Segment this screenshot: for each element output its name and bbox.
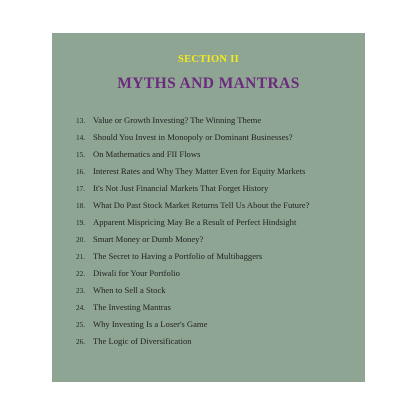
chapter-title: The Logic of Diversification: [93, 336, 192, 346]
toc-item: [76, 110, 309, 127]
chapter-title: Apparent Mispricing May Be a Result of Perfect Hindsight: [93, 217, 297, 227]
chapter-title: Smart Money or Dumb Money?: [93, 234, 204, 244]
chapter-title: When to Sell a Stock: [93, 285, 166, 295]
chapter-number: 25.: [76, 320, 86, 329]
section-label: SECTION II: [177, 54, 240, 65]
chapter-title: On Mathematics and FII Flows: [93, 149, 201, 159]
chapter-number: 15.: [76, 150, 86, 159]
chapter-number: 21.: [76, 252, 86, 261]
toc-item: [76, 263, 309, 280]
toc-item: [76, 331, 309, 348]
toc-item: [76, 297, 309, 314]
toc-item: [76, 161, 309, 178]
chapter-number: 17.: [76, 184, 86, 193]
toc-item: [76, 229, 309, 246]
chapter-number: 14.: [76, 133, 86, 142]
section-title: MYTHS AND MANTRAS: [117, 75, 300, 92]
chapter-title: What Do Past Stock Market Returns Tell Us About the Future?: [93, 200, 310, 210]
toc-item: [76, 314, 309, 331]
toc-item: [76, 178, 309, 195]
chapter-number: 26.: [76, 337, 86, 346]
table-of-contents: [76, 110, 309, 348]
chapter-number: 23.: [76, 286, 86, 295]
chapter-number: 19.: [76, 218, 86, 227]
toc-item: [76, 280, 309, 297]
toc-item: [76, 195, 309, 212]
toc-item: [76, 212, 309, 229]
toc-item: [76, 127, 309, 144]
chapter-title: The Secret to Having a Portfolio of Multibaggers: [93, 251, 263, 261]
chapter-title: Diwali for Your Portfolio: [93, 268, 180, 278]
chapter-title: Interest Rates and Why They Matter Even for Equity Markets: [93, 166, 306, 176]
chapter-number: 16.: [76, 167, 86, 176]
toc-item: [76, 246, 309, 263]
chapter-title: The Investing Mantras: [93, 302, 171, 312]
chapter-number: 13.: [76, 116, 86, 125]
chapter-number: 24.: [76, 303, 86, 312]
book-page: [52, 33, 365, 382]
chapter-title: Why Investing Is a Loser's Game: [93, 319, 208, 329]
chapter-number: 20.: [76, 235, 86, 244]
chapter-number: 18.: [76, 201, 86, 210]
chapter-title: Value or Growth Investing? The Winning Theme: [93, 115, 262, 125]
chapter-number: 22.: [76, 269, 86, 278]
chapter-title: It's Not Just Financial Markets That Forget History: [93, 183, 269, 193]
chapter-title: Should You Invest in Monopoly or Dominant Businesses?: [93, 132, 293, 142]
toc-item: [76, 144, 309, 161]
